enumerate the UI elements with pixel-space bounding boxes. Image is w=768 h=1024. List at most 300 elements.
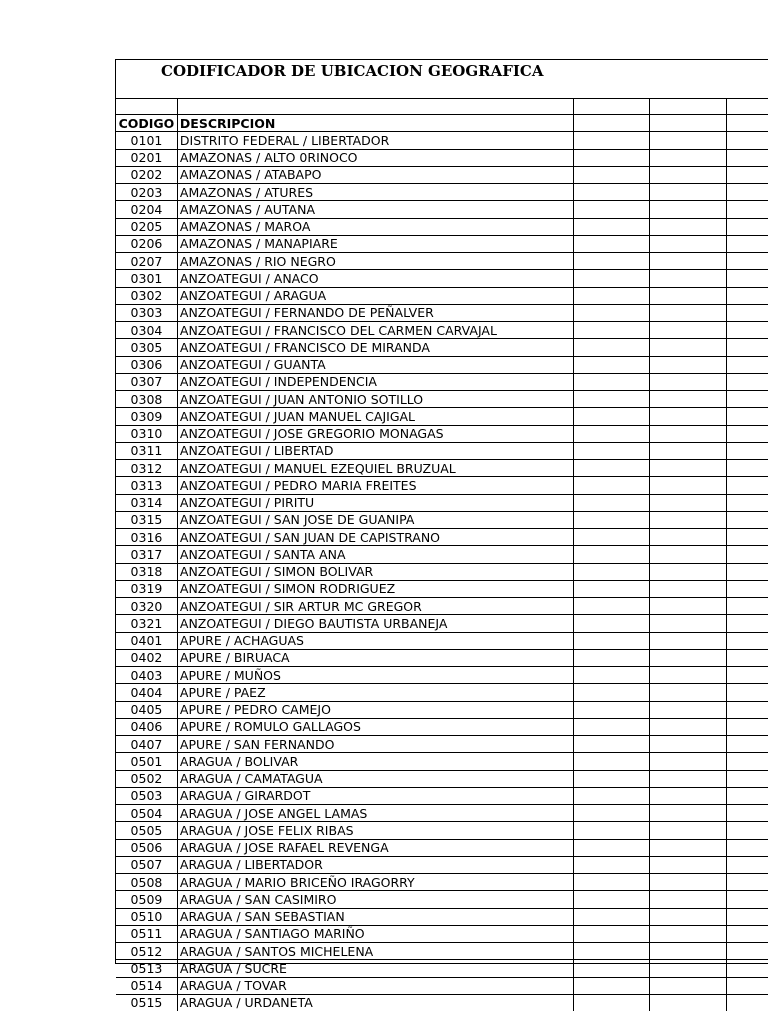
empty-cell <box>573 253 650 270</box>
empty-cell <box>650 235 727 252</box>
empty-cell <box>650 960 727 977</box>
empty-cell <box>726 632 768 649</box>
code-cell: 0515 <box>116 994 177 1011</box>
code-cell: 0302 <box>116 287 177 304</box>
description-cell: ANZOATEGUI / FRANCISCO DEL CARMEN CARVAJAL <box>177 322 573 339</box>
code-cell: 0406 <box>116 718 177 735</box>
empty-cell <box>726 304 768 321</box>
description-cell: AMAZONAS / RIO NEGRO <box>177 253 573 270</box>
table-row <box>116 943 768 960</box>
empty-cell <box>650 856 727 873</box>
empty-cell <box>650 391 727 408</box>
description-cell: APURE / ROMULO GALLAGOS <box>177 718 573 735</box>
description-cell: APURE / PAEZ <box>177 684 573 701</box>
empty-cell <box>573 494 650 511</box>
empty-cell <box>573 511 650 528</box>
description-cell: APURE / MUÑOS <box>177 667 573 684</box>
code-cell: 0508 <box>116 874 177 891</box>
empty-cell <box>650 253 727 270</box>
table-row <box>116 546 768 563</box>
description-cell: AMAZONAS / ATURES <box>177 184 573 201</box>
code-cell: 0401 <box>116 632 177 649</box>
table-row <box>116 408 768 425</box>
empty-cell <box>573 235 650 252</box>
empty-cell <box>650 615 727 632</box>
empty-cell <box>573 667 650 684</box>
empty-cell <box>573 529 650 546</box>
table-row <box>116 511 768 528</box>
empty-cell <box>573 805 650 822</box>
empty-cell <box>726 960 768 977</box>
empty-cell <box>573 184 650 201</box>
empty-cell <box>650 184 727 201</box>
table-row <box>116 529 768 546</box>
code-cell: 0304 <box>116 322 177 339</box>
empty-cell <box>650 460 727 477</box>
empty-cell <box>573 632 650 649</box>
table-row <box>116 598 768 615</box>
empty-cell <box>726 166 768 183</box>
empty-cell <box>650 943 727 960</box>
empty-cell <box>573 684 650 701</box>
empty-cell <box>650 115 727 132</box>
empty-cell <box>726 184 768 201</box>
code-cell: 0303 <box>116 304 177 321</box>
empty-cell <box>726 615 768 632</box>
code-cell: 0301 <box>116 270 177 287</box>
table-row <box>116 960 768 977</box>
empty-cell <box>573 701 650 718</box>
table-row <box>116 304 768 321</box>
description-cell: ARAGUA / LIBERTADOR <box>177 856 573 873</box>
table-row <box>116 132 768 149</box>
description-cell: ARAGUA / TOVAR <box>177 977 573 994</box>
description-cell: ARAGUA / GIRARDOT <box>177 787 573 804</box>
table-row <box>116 822 768 839</box>
blank-cell <box>650 98 727 115</box>
code-cell: 0507 <box>116 856 177 873</box>
empty-cell <box>573 856 650 873</box>
description-cell: ARAGUA / JOSE FELIX RIBAS <box>177 822 573 839</box>
code-cell: 0311 <box>116 442 177 459</box>
code-cell: 0204 <box>116 201 177 218</box>
description-cell: ANZOATEGUI / FERNANDO DE PEÑALVER <box>177 304 573 321</box>
empty-cell <box>573 891 650 908</box>
empty-cell <box>650 753 727 770</box>
empty-cell <box>573 822 650 839</box>
description-cell: ARAGUA / CAMATAGUA <box>177 770 573 787</box>
empty-cell <box>573 736 650 753</box>
empty-cell <box>650 598 727 615</box>
code-cell: 0310 <box>116 425 177 442</box>
table-row <box>116 201 768 218</box>
code-cell: 0309 <box>116 408 177 425</box>
code-cell: 0512 <box>116 943 177 960</box>
empty-cell <box>573 994 650 1011</box>
empty-cell <box>726 322 768 339</box>
empty-cell <box>726 994 768 1011</box>
empty-cell <box>726 805 768 822</box>
empty-cell <box>650 580 727 597</box>
empty-cell <box>726 511 768 528</box>
blank-cell <box>116 98 177 115</box>
empty-cell <box>650 649 727 666</box>
table-row <box>116 856 768 873</box>
empty-cell <box>726 149 768 166</box>
empty-cell <box>573 391 650 408</box>
code-cell: 0317 <box>116 546 177 563</box>
code-cell: 0201 <box>116 149 177 166</box>
empty-cell <box>650 339 727 356</box>
empty-cell <box>650 563 727 580</box>
table-row <box>116 270 768 287</box>
code-cell: 0511 <box>116 925 177 942</box>
empty-cell <box>573 304 650 321</box>
table-row <box>116 908 768 925</box>
empty-cell <box>573 442 650 459</box>
blank-cell <box>726 98 768 115</box>
table-row <box>116 787 768 804</box>
empty-cell <box>726 753 768 770</box>
empty-cell <box>573 322 650 339</box>
description-cell: ANZOATEGUI / SIR ARTUR MC GREGOR <box>177 598 573 615</box>
table-row <box>116 632 768 649</box>
description-cell: ANZOATEGUI / JOSE GREGORIO MONAGAS <box>177 425 573 442</box>
empty-cell <box>650 787 727 804</box>
empty-cell <box>650 356 727 373</box>
empty-cell <box>573 477 650 494</box>
table-row <box>116 339 768 356</box>
empty-cell <box>650 287 727 304</box>
title-row <box>116 60 768 99</box>
description-cell: ARAGUA / JOSE RAFAEL REVENGA <box>177 839 573 856</box>
empty-cell <box>726 667 768 684</box>
code-cell: 0313 <box>116 477 177 494</box>
table-row <box>116 391 768 408</box>
code-cell: 0503 <box>116 787 177 804</box>
empty-cell <box>573 218 650 235</box>
empty-cell <box>650 322 727 339</box>
description-cell: ARAGUA / JOSE ANGEL LAMAS <box>177 805 573 822</box>
empty-cell <box>726 598 768 615</box>
empty-cell <box>650 684 727 701</box>
description-cell: APURE / SAN FERNANDO <box>177 736 573 753</box>
table-row <box>116 425 768 442</box>
empty-cell <box>726 339 768 356</box>
description-cell: ARAGUA / BOLIVAR <box>177 753 573 770</box>
blank-cell <box>573 98 650 115</box>
description-cell: APURE / ACHAGUAS <box>177 632 573 649</box>
empty-cell <box>650 908 727 925</box>
code-cell: 0312 <box>116 460 177 477</box>
empty-cell <box>650 218 727 235</box>
empty-cell <box>726 856 768 873</box>
code-cell: 0320 <box>116 598 177 615</box>
empty-cell <box>650 891 727 908</box>
empty-cell <box>726 787 768 804</box>
empty-cell <box>573 356 650 373</box>
empty-cell <box>726 253 768 270</box>
table-row <box>116 322 768 339</box>
empty-cell <box>650 994 727 1011</box>
empty-cell <box>573 615 650 632</box>
table-row <box>116 235 768 252</box>
description-cell: APURE / BIRUACA <box>177 649 573 666</box>
description-cell: ARAGUA / SAN CASIMIRO <box>177 891 573 908</box>
empty-cell <box>726 684 768 701</box>
empty-cell <box>726 563 768 580</box>
description-cell: ANZOATEGUI / SAN JOSE DE GUANIPA <box>177 511 573 528</box>
empty-cell <box>573 460 650 477</box>
empty-cell <box>726 132 768 149</box>
code-cell: 0510 <box>116 908 177 925</box>
empty-cell <box>573 408 650 425</box>
empty-cell <box>726 925 768 942</box>
code-cell: 0315 <box>116 511 177 528</box>
code-cell: 0402 <box>116 649 177 666</box>
table-row <box>116 166 768 183</box>
table-row <box>116 253 768 270</box>
empty-cell <box>726 373 768 390</box>
code-cell: 0207 <box>116 253 177 270</box>
description-cell: APURE / PEDRO CAMEJO <box>177 701 573 718</box>
empty-cell <box>573 132 650 149</box>
empty-cell <box>573 908 650 925</box>
empty-cell <box>650 925 727 942</box>
description-cell: ANZOATEGUI / DIEGO BAUTISTA URBANEJA <box>177 615 573 632</box>
description-cell: AMAZONAS / MANAPIARE <box>177 235 573 252</box>
code-cell: 0403 <box>116 667 177 684</box>
empty-cell <box>650 977 727 994</box>
empty-cell <box>573 649 650 666</box>
description-cell: ANZOATEGUI / ARAGUA <box>177 287 573 304</box>
table-row <box>116 718 768 735</box>
code-cell: 0505 <box>116 822 177 839</box>
code-cell: 0202 <box>116 166 177 183</box>
empty-cell <box>726 442 768 459</box>
description-cell: AMAZONAS / ALTO 0RINOCO <box>177 149 573 166</box>
code-cell: 0504 <box>116 805 177 822</box>
table-row <box>116 977 768 994</box>
table-row <box>116 184 768 201</box>
empty-cell <box>650 822 727 839</box>
empty-cell <box>650 494 727 511</box>
table-row <box>116 494 768 511</box>
geo-code-table <box>116 98 768 1011</box>
empty-cell <box>650 805 727 822</box>
empty-cell <box>650 667 727 684</box>
empty-cell <box>650 425 727 442</box>
code-cell: 0316 <box>116 529 177 546</box>
table-row <box>116 580 768 597</box>
empty-cell <box>650 529 727 546</box>
code-cell: 0321 <box>116 615 177 632</box>
code-cell: 0306 <box>116 356 177 373</box>
table-row <box>116 460 768 477</box>
table-row <box>116 753 768 770</box>
empty-cell <box>573 546 650 563</box>
empty-cell <box>573 149 650 166</box>
empty-cell <box>650 149 727 166</box>
empty-cell <box>650 546 727 563</box>
empty-cell <box>650 839 727 856</box>
empty-cell <box>573 977 650 994</box>
empty-cell <box>650 701 727 718</box>
description-cell: AMAZONAS / MAROA <box>177 218 573 235</box>
empty-cell <box>573 287 650 304</box>
table-row <box>116 874 768 891</box>
description-cell: ARAGUA / URDANETA <box>177 994 573 1011</box>
header-row <box>116 115 768 132</box>
code-cell: 0405 <box>116 701 177 718</box>
empty-cell <box>573 598 650 615</box>
empty-cell <box>650 511 727 528</box>
empty-cell <box>650 770 727 787</box>
empty-cell <box>573 425 650 442</box>
table-row <box>116 287 768 304</box>
empty-cell <box>650 132 727 149</box>
table-row <box>116 925 768 942</box>
empty-cell <box>650 408 727 425</box>
code-cell: 0501 <box>116 753 177 770</box>
empty-cell <box>726 494 768 511</box>
blank-cell <box>177 98 573 115</box>
empty-cell <box>573 839 650 856</box>
empty-cell <box>726 477 768 494</box>
description-cell: AMAZONAS / ATABAPO <box>177 166 573 183</box>
empty-cell <box>650 270 727 287</box>
empty-cell <box>573 201 650 218</box>
code-cell: 0318 <box>116 563 177 580</box>
empty-cell <box>726 529 768 546</box>
code-cell: 0319 <box>116 580 177 597</box>
table-row <box>116 805 768 822</box>
description-cell: ANZOATEGUI / SAN JUAN DE CAPISTRANO <box>177 529 573 546</box>
description-cell: ANZOATEGUI / ANACO <box>177 270 573 287</box>
table-row <box>116 649 768 666</box>
table-row <box>116 477 768 494</box>
empty-cell <box>650 304 727 321</box>
empty-cell <box>726 943 768 960</box>
table-row <box>116 442 768 459</box>
code-cell: 0506 <box>116 839 177 856</box>
code-cell: 0514 <box>116 977 177 994</box>
table-row <box>116 667 768 684</box>
empty-cell <box>726 115 768 132</box>
empty-cell <box>726 356 768 373</box>
empty-cell <box>726 701 768 718</box>
description-cell: ANZOATEGUI / SIMON BOLIVAR <box>177 563 573 580</box>
empty-cell <box>573 270 650 287</box>
empty-cell <box>573 943 650 960</box>
table-row <box>116 684 768 701</box>
code-cell: 0509 <box>116 891 177 908</box>
empty-cell <box>726 460 768 477</box>
description-cell: ANZOATEGUI / MANUEL EZEQUIEL BRUZUAL <box>177 460 573 477</box>
table-row <box>116 615 768 632</box>
empty-cell <box>726 874 768 891</box>
empty-cell <box>573 373 650 390</box>
empty-cell <box>726 580 768 597</box>
code-cell: 0407 <box>116 736 177 753</box>
empty-cell <box>650 373 727 390</box>
code-cell: 0314 <box>116 494 177 511</box>
empty-cell <box>650 632 727 649</box>
empty-cell <box>726 287 768 304</box>
table-row <box>116 373 768 390</box>
empty-cell <box>726 270 768 287</box>
code-cell: 0203 <box>116 184 177 201</box>
code-cell: 0502 <box>116 770 177 787</box>
empty-cell <box>573 925 650 942</box>
table-row <box>116 218 768 235</box>
table-row <box>116 839 768 856</box>
empty-cell <box>573 580 650 597</box>
empty-cell <box>726 425 768 442</box>
empty-cell <box>650 201 727 218</box>
empty-cell <box>573 770 650 787</box>
empty-cell <box>650 166 727 183</box>
description-cell: ARAGUA / SAN SEBASTIAN <box>177 908 573 925</box>
empty-cell <box>573 960 650 977</box>
code-cell: 0305 <box>116 339 177 356</box>
table-row <box>116 563 768 580</box>
table-row <box>116 994 768 1011</box>
empty-cell <box>573 339 650 356</box>
table-row <box>116 891 768 908</box>
empty-cell <box>573 115 650 132</box>
blank-row <box>116 98 768 115</box>
empty-cell <box>726 718 768 735</box>
code-cell: 0308 <box>116 391 177 408</box>
description-cell: ANZOATEGUI / JUAN MANUEL CAJIGAL <box>177 408 573 425</box>
empty-cell <box>726 770 768 787</box>
page-title: CODIFICADOR DE UBICACION GEOGRAFICA <box>161 62 544 80</box>
empty-cell <box>573 166 650 183</box>
empty-cell <box>726 546 768 563</box>
description-cell: ANZOATEGUI / GUANTA <box>177 356 573 373</box>
spreadsheet <box>115 59 768 1011</box>
empty-cell <box>650 477 727 494</box>
empty-cell <box>573 563 650 580</box>
empty-cell <box>726 822 768 839</box>
code-cell: 0513 <box>116 960 177 977</box>
description-cell: ANZOATEGUI / LIBERTAD <box>177 442 573 459</box>
empty-cell <box>726 235 768 252</box>
description-cell: ANZOATEGUI / FRANCISCO DE MIRANDA <box>177 339 573 356</box>
table-row <box>116 736 768 753</box>
empty-cell <box>726 736 768 753</box>
description-cell: DISTRITO FEDERAL / LIBERTADOR <box>177 132 573 149</box>
code-cell: 0206 <box>116 235 177 252</box>
table-row <box>116 770 768 787</box>
table-row <box>116 701 768 718</box>
empty-cell <box>726 891 768 908</box>
description-cell: ANZOATEGUI / JUAN ANTONIO SOTILLO <box>177 391 573 408</box>
empty-cell <box>726 391 768 408</box>
empty-cell <box>573 718 650 735</box>
empty-cell <box>726 201 768 218</box>
code-cell: 0205 <box>116 218 177 235</box>
empty-cell <box>726 908 768 925</box>
code-cell: 0404 <box>116 684 177 701</box>
header-descripcion: DESCRIPCION <box>177 115 573 132</box>
empty-cell <box>650 442 727 459</box>
empty-cell <box>650 874 727 891</box>
code-cell: 0307 <box>116 373 177 390</box>
empty-cell <box>573 753 650 770</box>
description-cell: ANZOATEGUI / INDEPENDENCIA <box>177 373 573 390</box>
